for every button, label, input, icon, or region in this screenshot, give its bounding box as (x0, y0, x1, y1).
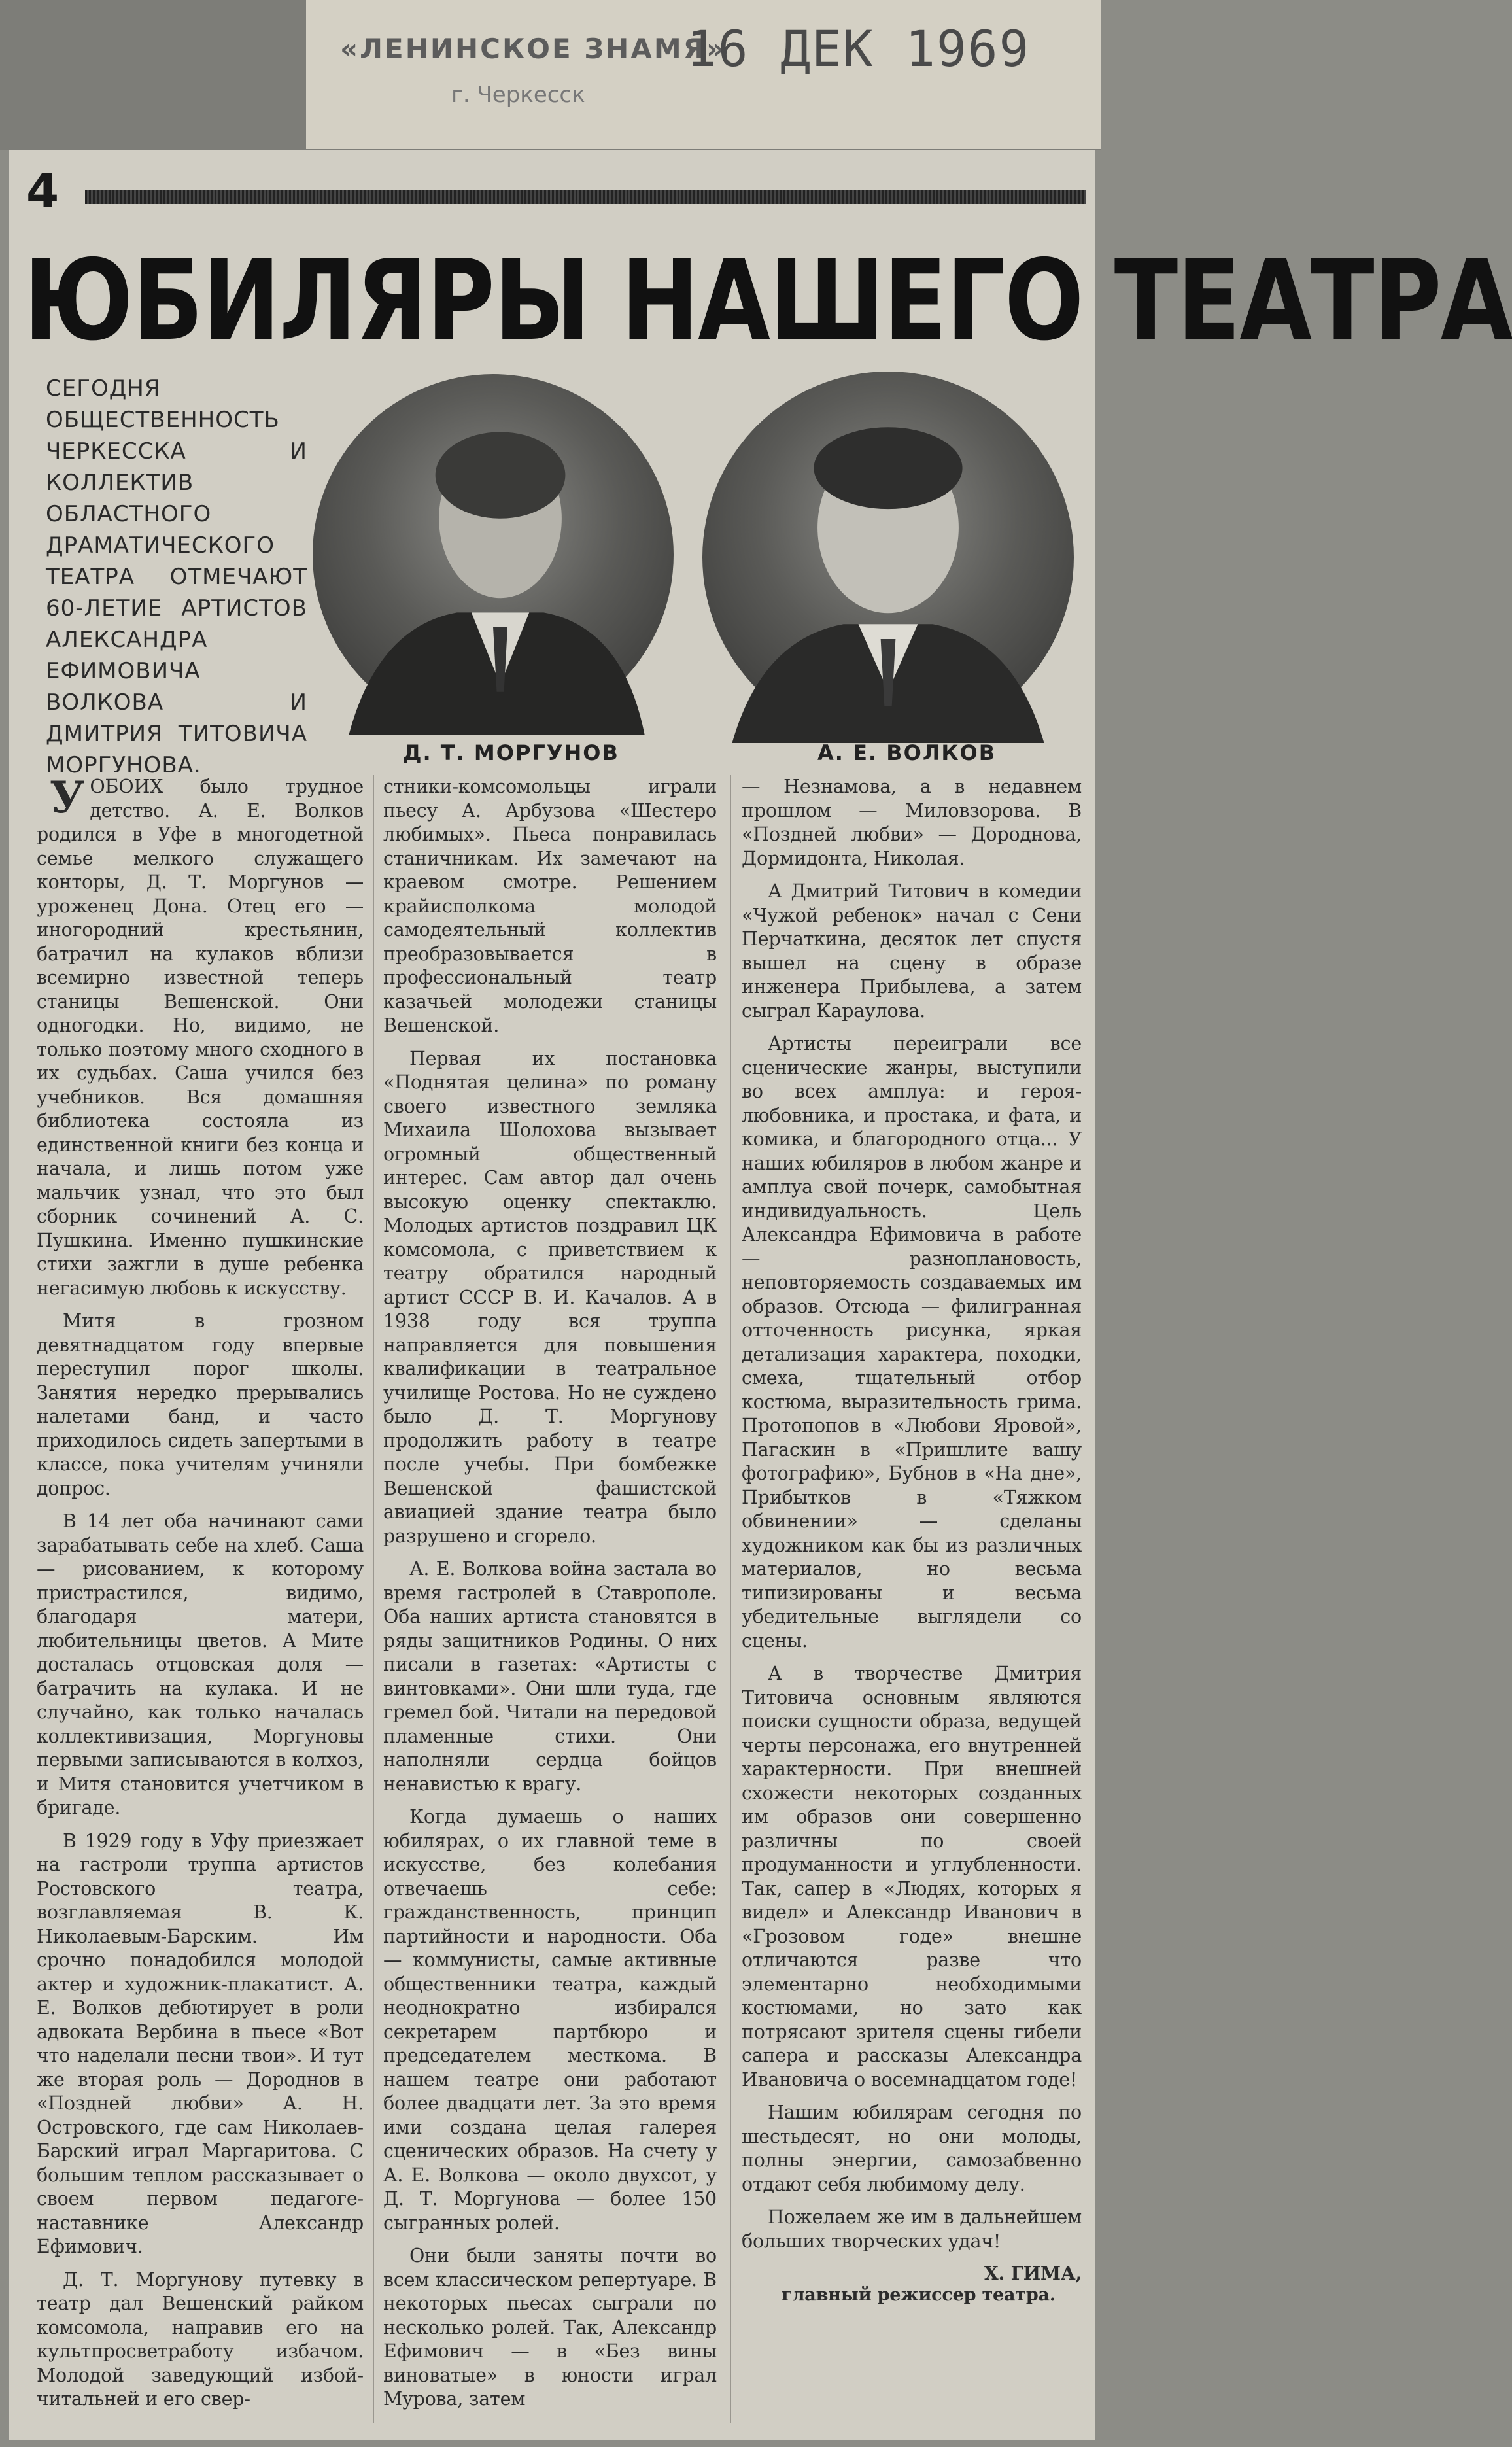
dropcap: У (50, 772, 85, 823)
caption-morgunov: Д. Т. МОРГУНОВ (403, 740, 619, 765)
article-paragraph: Нашим юбилярам сегодня по шестьдесят, но они молоды, полны энергии, самозабвенно отдают себя любимому делу. (742, 2102, 1082, 2195)
article-paragraph: А в творчестве Дмитрия Титовича основным являются поиски сущности образа, ведущей черты персонажа, его внутренней характерности. При внешней схожести некоторых созданных им образов они совершенно различны по своей продуманности и углубленности. Так, сапер в «Людях, которых я видел» и Александр Иванович в «Грозовом годе» внешне отличаются разве что элементарно необходимыми костюмами, но зато как потрясают зрителя сцены гибели сапера и рассказы Александра Ивановича о восемнадцатом годе! (742, 1663, 1082, 2091)
article-column-2 (383, 775, 717, 2437)
article-paragraph: Они были заняты почти во всем классическом репертуаре. В некоторых пьесах сыграли по несколько ролей. Так, Александр Ефимович — в «Без вины виноватые» в юности играл Мурова, затем (383, 2245, 717, 2410)
lead-paragraph: СЕГОДНЯ ОБЩЕСТВЕННОСТЬ ЧЕРКЕССКА И КОЛЛЕКТИВ ОБЛАСТНОГО ДРАМАТИЧЕСКОГО ТЕАТРА ОТМЕЧАЮТ 60-ЛЕТИЕ АРТИСТОВ АЛЕКСАНДРА ЕФИМОВИЧА ВОЛКОВА И ДМИТРИЯ ТИТОВИЧА МОРГУНОВА. (46, 375, 307, 778)
article-column-1 (37, 772, 364, 2437)
portrait-morgunov-photo (313, 374, 674, 735)
portrait-silhouette-icon (313, 374, 674, 735)
article-paragraph: Д. Т. Моргунову путевку в театр дал Вешенский райком комсомола, направив его на культпросветработу избачом. Молодой заведующий избой-читальней и его свер- (37, 2268, 364, 2410)
article-paragraph: А Дмитрий Титович в комедии «Чужой ребенок» начал с Сени Перчаткина, десяток лет спустя вышел на сцену в образе инженера Прибылева, а затем сыграл Караулова. (742, 880, 1082, 1022)
article-paragraph: Первая их постановка «Поднятая целина» по роману своего известного земляка Михаила Шолохова вызывает огромный общественный интерес. Сам автор дал очень высокую оценку спектаклю. Молодых артистов поздравил ЦК комсомола, с приветствием к театру обратился народный артист СССР В. И. Качалов. А в 1938 году вся труппа направляется для повышения квалификации в театральное училище Ростова. Но не суждено было Д. Т. Моргунову продолжить работу в театре после учебы. При бомбежке Вешенской фашистской авиацией здание театра было разрушено и сгорело. (383, 1047, 717, 1547)
article-paragraph: А. Е. Волкова война застала во время гастролей в Ставрополе. Оба наших артиста становятся в ряды защитников Родины. О них писали в газетах: «Артисты с винтовками». Они шли туда, где гремел бой. Читали на передовой пламенные стихи. Они наполняли сердца бойцов ненавистью к врагу. (383, 1558, 717, 1795)
column-divider (730, 775, 731, 2423)
stamp-date: 16 ДЕК 1969 (687, 20, 1031, 78)
header-rule (85, 190, 1086, 204)
caption-volkov: А. Е. ВОЛКОВ (817, 740, 997, 765)
stamp-city: г. Черкесск (451, 82, 585, 108)
article-paragraph: Пожелаем же им в дальнейшем больших творческих удач! (742, 2206, 1082, 2252)
article-column-3 (742, 775, 1082, 2437)
article-paragraph: УОБОИХ было трудное детство. А. Е. Волков родился в Уфе в многодетной семье мелкого служащего конторы, Д. Т. Моргунов — уроженец Дона. Отец его — иногородний крестьянин, батрачил на кулаков вблизи всемирно известной теперь станицы Вешенской. Они одногодки. Но, видимо, не только поэтому много сходного в их судьбах. Саша учился без учебников. Вся домашняя библиотека состояла из единственной книги без конца и начала, и лишь потом уже мальчик узнал, что это был сборник сочинений А. С. Пушкина. Именно пушкинские стихи зажгли в душе ребенка негасимую любовь к искусству. (37, 772, 364, 1299)
headline: ЮБИЛЯРЫ НАШЕГО ТЕАТРА (24, 236, 1512, 366)
article-paragraph: В 14 лет оба начинают сами зарабатывать себе на хлеб. Саша — рисованием, к которому пристрастился, видимо, благодаря матери, любительницы цветов. А Мите досталась отцовская доля — батрачить на кулака. И не случайно, как только началась коллективизация, Моргуновы первыми записываются в колхоз, и Митя становится учетчиком в бригаде. (37, 1510, 364, 1818)
article-paragraph: — Незнамова, а в недавнем прошлом — Миловзорова. В «Поздней любви» — Дороднова, Дормидонта, Николая. (742, 776, 1082, 869)
article-paragraph: Митя в грозном девятнадцатом году впервые переступил порог школы. Занятия нередко прерывались налетами банд, и часто приходилось сидеть запертыми в классе, пока учителям учиняли допрос. (37, 1310, 364, 1499)
page-number: 4 (26, 164, 60, 218)
column-divider (373, 775, 374, 2423)
article-paragraph: В 1929 году в Уфу приезжает на гастроли труппа артистов Ростовского театра, возглавляемая В. К. Николаевым-Барским. Им срочно понадобился молодой актер и художник-плакатист. А. Е. Волков дебютирует в роли адвоката Вербина в пьесе «Вот что наделали песни твои». И тут же вторая роль — Дороднов в «Поздней любви» А. Н. Островского, где сам Николаев-Барский играл Маргаритова. С большим теплом рассказывает о своем первом педагоге-наставнике Александр Ефимович. (37, 1830, 364, 2257)
portrait-volkov-photo (702, 372, 1074, 743)
stamp-newspaper-name: «ЛЕНИНСКОЕ ЗНАМЯ» (340, 33, 727, 65)
portrait-silhouette-icon (702, 372, 1074, 743)
article-paragraph: стники-комсомольцы играли пьесу А. Арбузова «Шестеро любимых». Пьеса понравилась станичникам. Их замечают на краевом смотре. Решением крайисполкома молодой самодеятельный коллектив преобразовывается в профессиональный театр казачьей молодежи станицы Вешенской. (383, 776, 717, 1036)
article-paragraph: Артисты переиграли все сценические жанры, выступили во всех амплуа: и героя-любовника, и простака, и фата, и комика, и благородного отца... У наших юбиляров в любом жанре и амплуа свой почерк, самобытная индивидуальность. Цель Александра Ефимовича в работе — разноплановость, неповторяемость создаваемых им образов. Отсюда — филигранная отточенность рисунка, яркая детализация характера, походки, смеха, тщательный отбор костюма, выразительность грима. Протопопов в «Любови Яровой», Пагаскин в «Пришлите вашу фотографию», Бубнов в «На дне», Прибытков в «Тяжком обвинении» — сделаны художником как бы из различных материалов, но весьма типизированы и весьма убедительные выглядели со сцены. (742, 1033, 1082, 1652)
signature-role: главный режиссер театра. (782, 2285, 1056, 2305)
signature-name: Х. ГИМА, (984, 2263, 1082, 2284)
article-paragraph: Когда думаешь о наших юбилярах, о их главной теме в искусстве, без колебания отвечаешь себе: гражданственность, принцип партийности и народности. Оба — коммунисты, самые активные общественники театра, каждый неоднократно избирался секретарем партбюро и председателем месткома. В нашем театре они работают более двадцати лет. За это время ими создана целая галерея сценических образов. На счету у А. Е. Волкова — около двухсот, у Д. Т. Моргунова — более 150 сыгранных ролей. (383, 1806, 717, 2234)
